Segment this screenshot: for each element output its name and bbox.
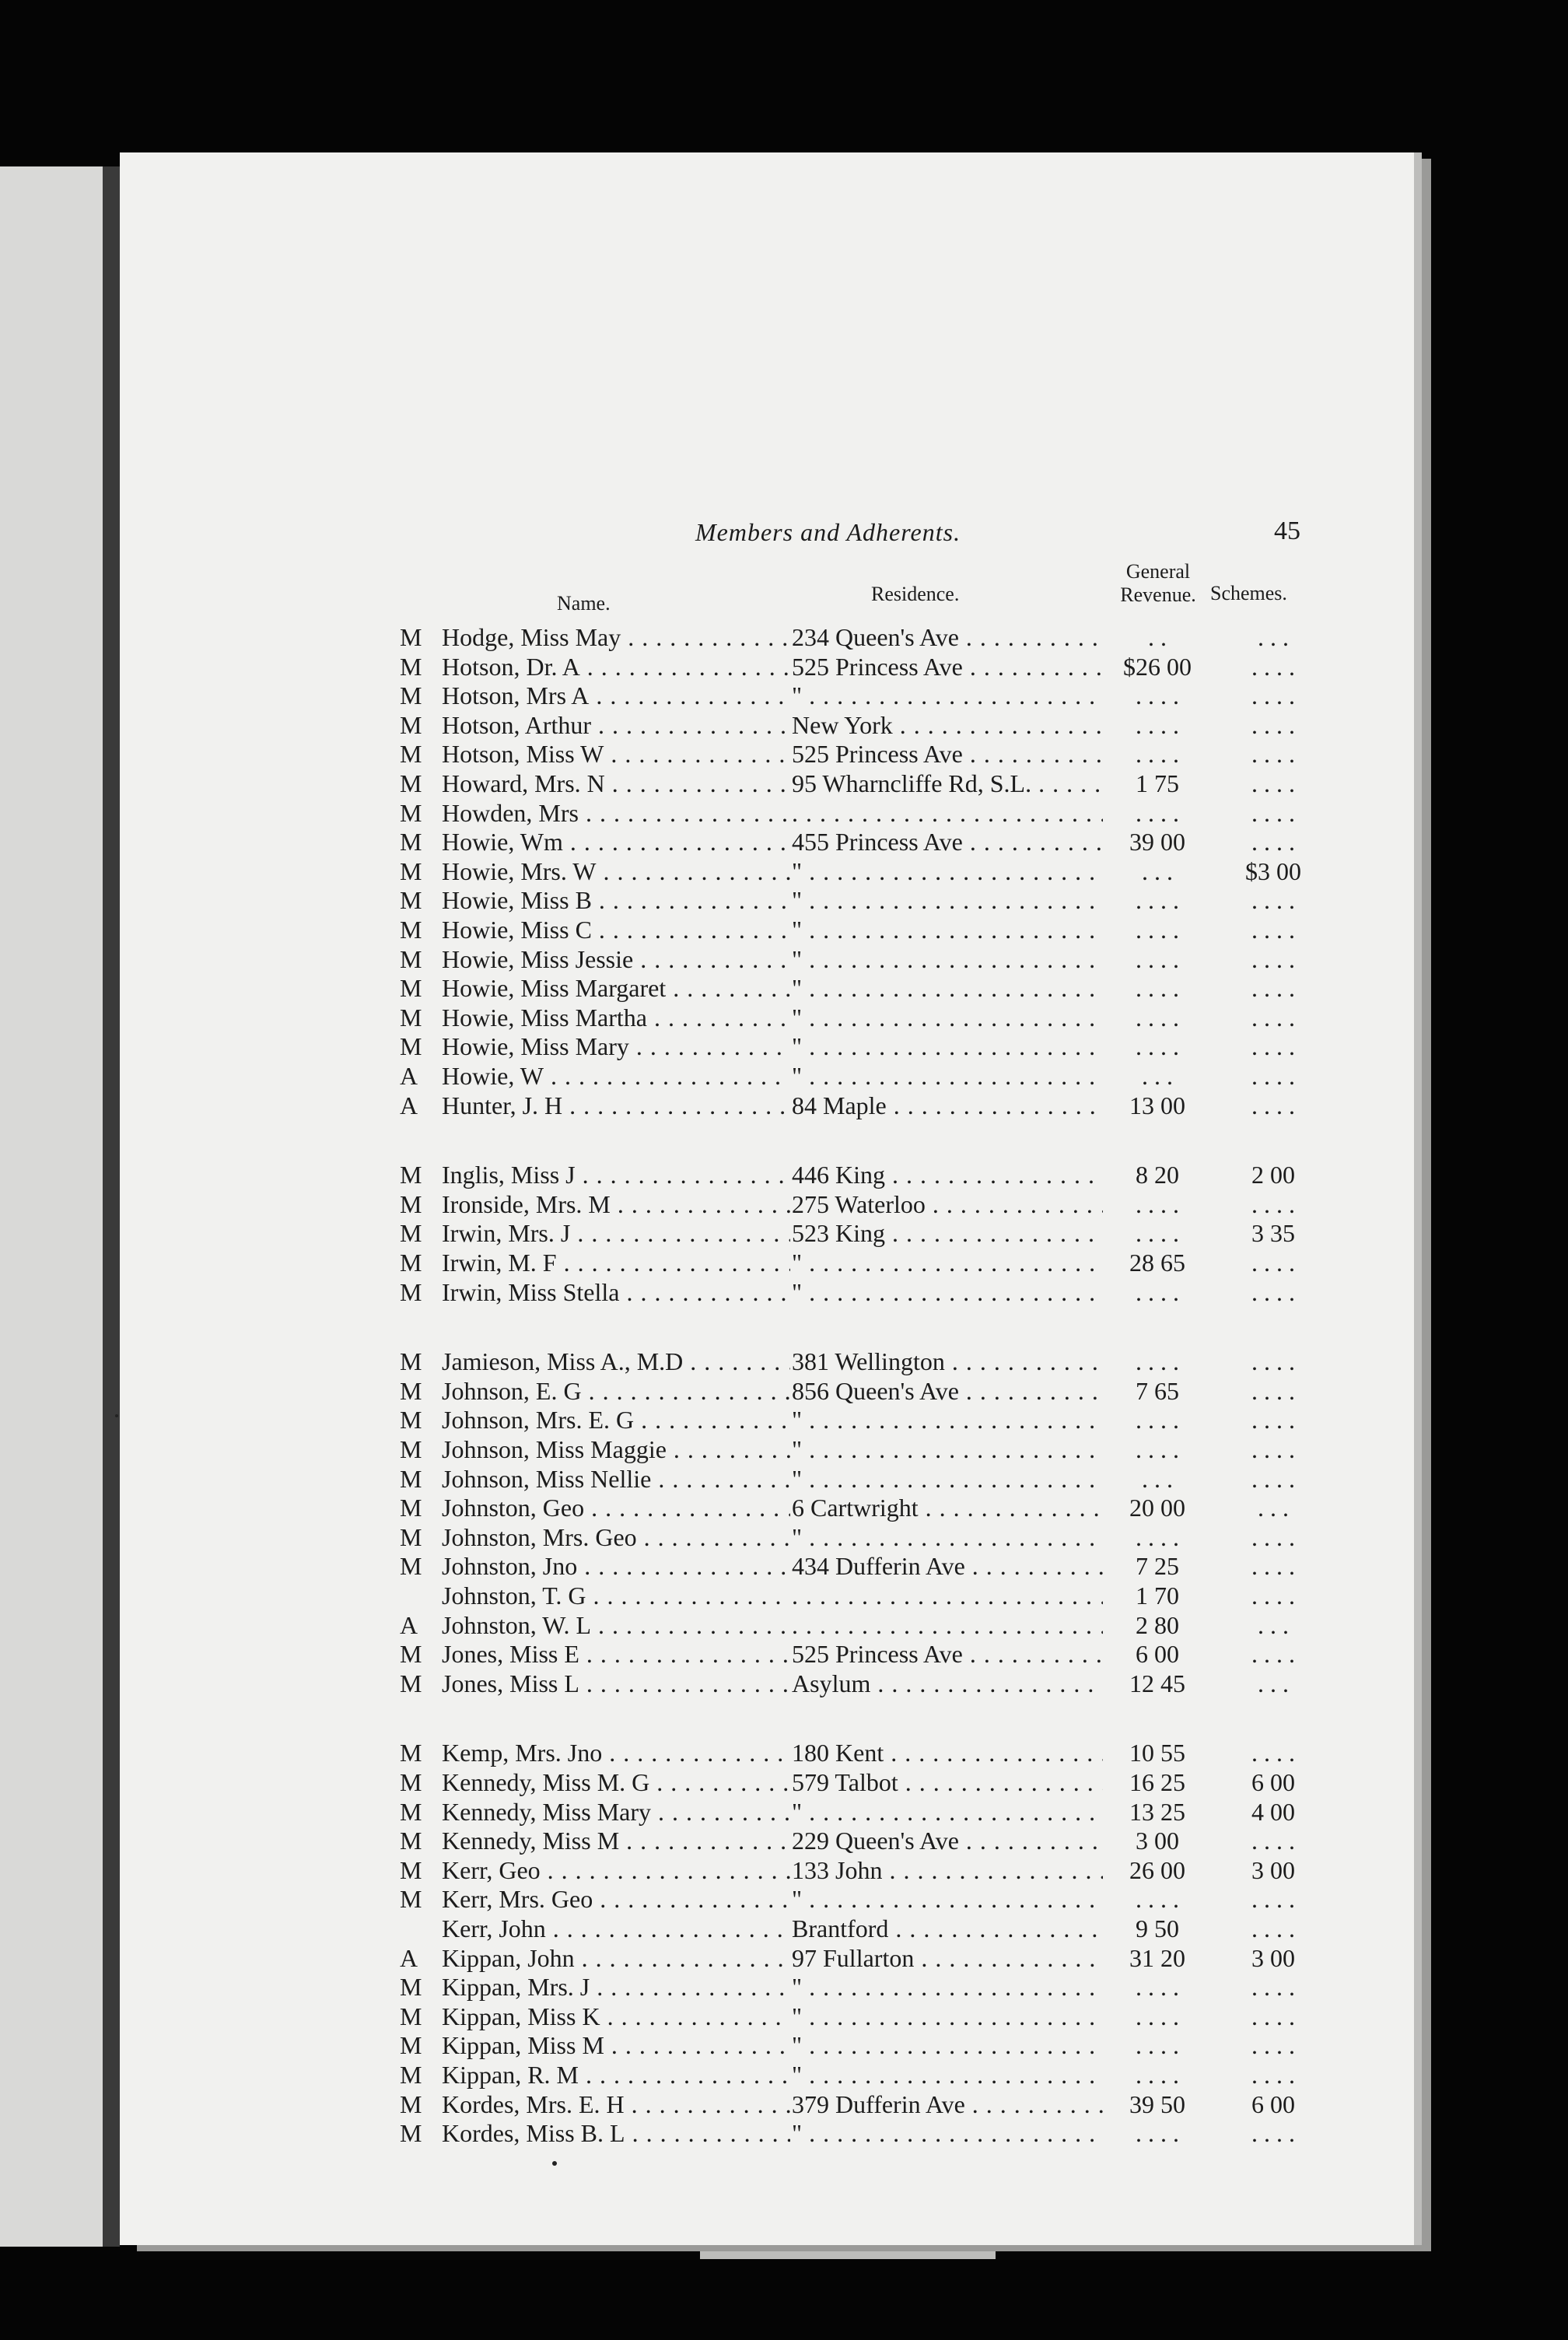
general-revenue-amount: . . . .	[1136, 1406, 1179, 1434]
membership-tag: M	[400, 1885, 422, 1914]
member-name: Johnson, Miss Nellie . . .	[442, 1464, 790, 1494]
schemes-amount: . . .	[1258, 1610, 1289, 1639]
schemes-amount: . . . .	[1251, 1885, 1295, 1914]
membership-tag: M	[400, 1855, 422, 1884]
general-revenue-amount: 1 75	[1136, 769, 1179, 797]
schemes-amount: . . . .	[1251, 1464, 1295, 1493]
member-residence: 856 Queen's Ave . . .	[792, 1376, 1103, 1406]
member-row	[120, 710, 1414, 740]
member-name: Kippan, Mrs. J . . .	[442, 1972, 790, 2002]
schemes-amount: . . . .	[1251, 1552, 1295, 1581]
schemes-amount: . . . .	[1251, 710, 1295, 739]
membership-tag: M	[400, 974, 422, 1003]
member-row	[120, 1003, 1414, 1032]
member-residence: " . . .	[792, 1248, 1103, 1277]
member-name: Ironside, Mrs. M . . .	[442, 1189, 790, 1219]
member-residence: 234 Queen's Ave . . .	[792, 622, 1103, 652]
book-page	[120, 152, 1414, 2245]
member-name: Kennedy, Miss Mary . . .	[442, 1797, 790, 1827]
membership-tag: M	[400, 1032, 422, 1061]
member-residence	[792, 1581, 1103, 1610]
membership-tag: M	[400, 740, 422, 769]
member-name: Kippan, R. M . . .	[442, 2060, 790, 2090]
membership-tag: M	[400, 2061, 422, 2089]
schemes-amount: . . . .	[1251, 681, 1295, 710]
member-name: Johnston, Jno . . .	[442, 1551, 790, 1581]
schemes-amount: . . . .	[1251, 1091, 1295, 1119]
general-revenue-amount: 39 00	[1129, 828, 1185, 856]
member-row	[120, 1032, 1414, 1061]
general-revenue-amount: . . . .	[1136, 1885, 1179, 1914]
member-residence: " . . .	[792, 915, 1103, 944]
general-revenue-amount: 8 20	[1136, 1161, 1179, 1189]
member-name: Hotson, Dr. A . . .	[442, 652, 790, 681]
membership-tag: M	[400, 681, 422, 710]
member-name: Johnston, W. L . . .	[442, 1610, 790, 1640]
membership-tag: M	[400, 856, 422, 885]
member-row	[120, 1797, 1414, 1827]
member-row	[120, 973, 1414, 1003]
member-row	[120, 1522, 1414, 1552]
membership-tag: M	[400, 2002, 422, 2030]
member-name: Johnston, T. G . . .	[442, 1581, 790, 1610]
schemes-amount: . . . .	[1251, 1522, 1295, 1551]
member-residence: " . . .	[792, 2030, 1103, 2060]
page-number: 45	[1274, 517, 1300, 545]
schemes-amount: . . . .	[1251, 1376, 1295, 1405]
member-residence: " . . .	[792, 856, 1103, 886]
general-revenue-amount: . . . .	[1136, 2002, 1179, 2030]
membership-tag: M	[400, 769, 422, 797]
member-row	[120, 1972, 1414, 2002]
member-residence: " . . .	[792, 944, 1103, 974]
member-name: Howie, Wm . . .	[442, 827, 790, 856]
member-residence: 381 Wellington . . .	[792, 1347, 1103, 1376]
member-name: Howie, Mrs. W . . .	[442, 856, 790, 886]
general-revenue-amount: . . . .	[1136, 681, 1179, 710]
member-residence: " . . .	[792, 1405, 1103, 1434]
member-row	[120, 944, 1414, 974]
member-residence: 455 Princess Ave . . .	[792, 827, 1103, 856]
member-residence: New York . . .	[792, 710, 1103, 740]
member-residence: 133 John . . .	[792, 1855, 1103, 1885]
member-name: Johnston, Mrs. Geo . . .	[442, 1522, 790, 1552]
member-residence: " . . .	[792, 1061, 1103, 1091]
member-row	[120, 739, 1414, 769]
member-row	[120, 1943, 1414, 1973]
member-name: Kippan, Miss K . . .	[442, 2002, 790, 2031]
schemes-amount: 4 00	[1251, 1797, 1295, 1826]
member-row	[120, 856, 1414, 886]
general-revenue-amount: . . . .	[1136, 710, 1179, 739]
member-residence: " . . .	[792, 1032, 1103, 1061]
general-revenue-amount: . . . .	[1136, 1189, 1179, 1218]
member-residence: 446 King . . .	[792, 1160, 1103, 1189]
general-revenue-amount: 12 45	[1129, 1669, 1185, 1697]
member-name: Irwin, Mrs. J . . .	[442, 1218, 790, 1248]
column-header-general-revenue: General Revenue.	[1120, 560, 1196, 606]
member-row	[120, 915, 1414, 944]
general-revenue-amount: . . . .	[1136, 1435, 1179, 1463]
member-residence: 97 Fullarton . . .	[792, 1943, 1103, 1973]
member-residence: " . . .	[792, 1434, 1103, 1464]
member-name: Howden, Mrs . . .	[442, 798, 790, 828]
general-revenue-amount: 13 25	[1129, 1797, 1185, 1826]
member-row	[120, 885, 1414, 915]
schemes-amount: . . . .	[1251, 1032, 1295, 1061]
general-revenue-amount: . . . .	[1136, 2061, 1179, 2089]
member-name: Hotson, Miss W . . .	[442, 739, 790, 769]
member-row	[120, 1581, 1414, 1610]
membership-tag: A	[400, 1091, 418, 1119]
member-residence: " . . .	[792, 2060, 1103, 2090]
member-residence: 525 Princess Ave . . .	[792, 652, 1103, 681]
schemes-amount: $3 00	[1245, 856, 1301, 885]
membership-tag: M	[400, 1552, 422, 1581]
member-residence: 523 King . . .	[792, 1218, 1103, 1248]
membership-tag: M	[400, 798, 422, 827]
member-residence: " . . .	[792, 2118, 1103, 2148]
membership-tag: M	[400, 916, 422, 944]
member-residence: 229 Queen's Ave . . .	[792, 1826, 1103, 1855]
general-revenue-amount: . . . .	[1136, 2031, 1179, 2060]
member-row	[120, 2060, 1414, 2090]
member-residence: " . . .	[792, 973, 1103, 1003]
member-row	[120, 827, 1414, 856]
member-name: Kerr, Geo . . .	[442, 1855, 790, 1885]
general-revenue-amount: . . . .	[1136, 916, 1179, 944]
schemes-amount: . . . .	[1251, 1189, 1295, 1218]
membership-tag: M	[400, 623, 422, 651]
schemes-amount: . . .	[1258, 1669, 1289, 1697]
member-row	[120, 1189, 1414, 1219]
member-name: Kemp, Mrs. Jno . . .	[442, 1738, 790, 1767]
general-revenue-amount: . . .	[1142, 1062, 1173, 1090]
member-name: Hunter, J. H . . .	[442, 1091, 790, 1120]
member-name: Jamieson, Miss A., M.D . . .	[442, 1347, 790, 1376]
member-name: Irwin, Miss Stella . . .	[442, 1277, 790, 1307]
schemes-amount: . . . .	[1251, 1640, 1295, 1669]
schemes-amount: . . . .	[1251, 974, 1295, 1003]
member-row	[120, 1160, 1414, 1189]
membership-tag: M	[400, 1249, 422, 1277]
running-title: Members and Adherents.	[695, 518, 961, 546]
member-row	[120, 2118, 1414, 2148]
general-revenue-amount: 20 00	[1129, 1494, 1185, 1522]
member-residence: 525 Princess Ave . . .	[792, 739, 1103, 769]
member-residence: Brantford . . .	[792, 1914, 1103, 1943]
general-revenue-amount: . . . .	[1136, 944, 1179, 973]
membership-tag: A	[400, 1062, 418, 1090]
member-name: Irwin, M. F . . .	[442, 1248, 790, 1277]
membership-tag: M	[400, 1640, 422, 1669]
member-residence	[792, 798, 1103, 828]
book-gutter	[103, 166, 120, 2247]
member-residence: 6 Cartwright . . .	[792, 1493, 1103, 1522]
membership-tag: M	[400, 1406, 422, 1434]
membership-tag: M	[400, 1161, 422, 1189]
member-residence: " . . .	[792, 1797, 1103, 1827]
member-row	[120, 681, 1414, 710]
schemes-amount: 2 00	[1251, 1161, 1295, 1189]
member-row	[120, 1884, 1414, 1914]
member-residence: 275 Waterloo . . .	[792, 1189, 1103, 1219]
column-header-residence: Residence.	[871, 583, 960, 605]
membership-tag: M	[400, 1669, 422, 1697]
membership-tag: M	[400, 710, 422, 739]
membership-tag: M	[400, 1494, 422, 1522]
schemes-amount: . . . .	[1251, 1347, 1295, 1376]
member-row	[120, 1091, 1414, 1120]
member-row	[120, 2090, 1414, 2119]
schemes-amount: 3 00	[1251, 1855, 1295, 1884]
member-name: Johnson, Mrs. E. G . . .	[442, 1405, 790, 1434]
schemes-amount: . . . .	[1251, 1582, 1295, 1610]
member-name: Kerr, John . . .	[442, 1914, 790, 1943]
member-row	[120, 2030, 1414, 2060]
member-name: Jones, Miss E . . .	[442, 1639, 790, 1669]
member-name: Johnston, Geo . . .	[442, 1493, 790, 1522]
member-row	[120, 1669, 1414, 1698]
member-row	[120, 1347, 1414, 1376]
member-residence: " . . .	[792, 1884, 1103, 1914]
column-header-name: Name.	[557, 592, 611, 615]
general-revenue-amount: 31 20	[1129, 1943, 1185, 1972]
member-name: Hotson, Arthur . . .	[442, 710, 790, 740]
member-name: Howie, Miss Martha . . .	[442, 1003, 790, 1032]
member-row	[120, 1061, 1414, 1091]
member-name: Kennedy, Miss M. G . . .	[442, 1767, 790, 1797]
schemes-amount: . . . .	[1251, 798, 1295, 827]
member-residence: 180 Kent . . .	[792, 1738, 1103, 1767]
member-row	[120, 622, 1414, 652]
member-row	[120, 1914, 1414, 1943]
member-name: Hotson, Mrs A . . .	[442, 681, 790, 710]
member-name: Howie, Miss B . . .	[442, 885, 790, 915]
member-residence: 525 Princess Ave . . .	[792, 1639, 1103, 1669]
schemes-amount: . . . .	[1251, 769, 1295, 797]
membership-tag: M	[400, 1277, 422, 1306]
member-row	[120, 2002, 1414, 2031]
general-revenue-amount: . . . .	[1136, 1219, 1179, 1248]
member-name: Howie, Miss C . . .	[442, 915, 790, 944]
general-revenue-amount: . . . .	[1136, 974, 1179, 1003]
member-name: Howard, Mrs. N . . .	[442, 769, 790, 798]
member-row	[120, 1639, 1414, 1669]
general-revenue-amount: . . . .	[1136, 1003, 1179, 1032]
member-residence: 579 Talbot . . .	[792, 1767, 1103, 1797]
membership-tag: M	[400, 1827, 422, 1855]
general-revenue-amount: 1 70	[1136, 1582, 1179, 1610]
member-residence: " . . .	[792, 2002, 1103, 2031]
general-revenue-amount: . . . .	[1136, 740, 1179, 769]
member-residence: " . . .	[792, 1003, 1103, 1032]
member-row	[120, 652, 1414, 681]
page-edge-shadow	[1414, 159, 1430, 2237]
general-revenue-amount: 2 80	[1136, 1610, 1179, 1639]
member-residence: " . . .	[792, 1972, 1103, 2002]
member-row	[120, 1767, 1414, 1797]
member-residence: 95 Wharncliffe Rd, S.L. . . .	[792, 769, 1103, 798]
membership-tag: M	[400, 1189, 422, 1218]
schemes-amount: . . .	[1258, 623, 1289, 651]
member-name: Kordes, Miss B. L . . .	[442, 2118, 790, 2148]
member-row	[120, 1248, 1414, 1277]
schemes-amount: . . . .	[1251, 2031, 1295, 2060]
membership-tag: M	[400, 1376, 422, 1405]
member-row	[120, 1405, 1414, 1434]
member-row	[120, 1493, 1414, 1522]
general-revenue-amount: . . . .	[1136, 1032, 1179, 1061]
membership-tag: M	[400, 652, 422, 681]
schemes-amount: . . . .	[1251, 916, 1295, 944]
member-name: Inglis, Miss J . . .	[442, 1160, 790, 1189]
schemes-amount: . . . .	[1251, 1827, 1295, 1855]
membership-tag: M	[400, 1739, 422, 1767]
general-revenue-amount: 10 55	[1129, 1739, 1185, 1767]
general-revenue-amount: 3 00	[1136, 1827, 1179, 1855]
member-residence: 84 Maple . . .	[792, 1091, 1103, 1120]
membership-tag: M	[400, 944, 422, 973]
general-revenue-amount: . . . .	[1136, 1277, 1179, 1306]
member-residence: Asylum . . .	[792, 1669, 1103, 1698]
membership-tag: A	[400, 1943, 418, 1972]
schemes-amount: 6 00	[1251, 1768, 1295, 1796]
schemes-amount: . . . .	[1251, 1003, 1295, 1032]
column-header-schemes: Schemes.	[1210, 582, 1287, 604]
schemes-amount: . . . .	[1251, 1435, 1295, 1463]
member-row	[120, 1738, 1414, 1767]
membership-tag: M	[400, 1464, 422, 1493]
member-row	[120, 1376, 1414, 1406]
schemes-amount: . . . .	[1251, 828, 1295, 856]
member-name: Kennedy, Miss M . . .	[442, 1826, 790, 1855]
schemes-amount: 3 35	[1251, 1219, 1295, 1248]
schemes-amount: . . . .	[1251, 1277, 1295, 1306]
member-row	[120, 1855, 1414, 1885]
general-revenue-amount: . . . .	[1136, 1973, 1179, 2002]
membership-tag: M	[400, 2031, 422, 2060]
member-name: Kippan, Miss M . . .	[442, 2030, 790, 2060]
membership-tag: A	[400, 1610, 418, 1639]
member-name: Johnson, Miss Maggie . . .	[442, 1434, 790, 1464]
schemes-amount: 3 00	[1251, 1943, 1295, 1972]
member-name: Kerr, Mrs. Geo . . .	[442, 1884, 790, 1914]
print-speck	[552, 2161, 557, 2166]
member-residence: " . . .	[792, 1464, 1103, 1494]
membership-tag: M	[400, 2090, 422, 2118]
general-revenue-amount: . . . .	[1136, 886, 1179, 915]
member-residence: 379 Dufferin Ave . . .	[792, 2090, 1103, 2119]
general-revenue-amount: . . .	[1142, 856, 1173, 885]
schemes-amount: . . . .	[1251, 1739, 1295, 1767]
membership-tag: M	[400, 828, 422, 856]
member-row	[120, 1434, 1414, 1464]
member-name: Howie, W . . .	[442, 1061, 790, 1091]
membership-tag: M	[400, 1347, 422, 1376]
schemes-amount: . . . .	[1251, 886, 1295, 915]
schemes-amount: 6 00	[1251, 2090, 1295, 2118]
member-name: Howie, Miss Jessie . . .	[442, 944, 790, 974]
member-row	[120, 1277, 1414, 1307]
member-row	[120, 1610, 1414, 1640]
member-name: Kordes, Mrs. E. H . . .	[442, 2090, 790, 2119]
member-row	[120, 1218, 1414, 1248]
member-row	[120, 1551, 1414, 1581]
membership-tag: M	[400, 1522, 422, 1551]
general-revenue-amount: 7 25	[1136, 1552, 1179, 1581]
membership-tag: M	[400, 1219, 422, 1248]
schemes-amount: . . . .	[1251, 740, 1295, 769]
schemes-amount: . . . .	[1251, 2061, 1295, 2089]
member-residence: 434 Dufferin Ave . . .	[792, 1551, 1103, 1581]
membership-tag: M	[400, 1003, 422, 1032]
member-residence	[792, 1610, 1103, 1640]
general-revenue-amount: . . . .	[1136, 2119, 1179, 2148]
schemes-amount: . . . .	[1251, 944, 1295, 973]
member-name: Howie, Miss Mary . . .	[442, 1032, 790, 1061]
member-residence: " . . .	[792, 885, 1103, 915]
membership-tag: M	[400, 1768, 422, 1796]
general-revenue-amount: . . .	[1142, 1464, 1173, 1493]
print-speck	[115, 1414, 118, 1417]
membership-tag: M	[400, 1973, 422, 2002]
general-revenue-amount: 13 00	[1129, 1091, 1185, 1119]
member-name: Kippan, John . . .	[442, 1943, 790, 1973]
general-revenue-amount: . .	[1148, 623, 1167, 651]
schemes-amount: . . . .	[1251, 2002, 1295, 2030]
schemes-amount: . . . .	[1251, 1914, 1295, 1942]
general-revenue-amount: . . . .	[1136, 1522, 1179, 1551]
general-revenue-amount: 9 50	[1136, 1914, 1179, 1942]
general-revenue-amount: 26 00	[1129, 1855, 1185, 1884]
schemes-amount: . . . .	[1251, 1062, 1295, 1090]
general-revenue-amount: 39 50	[1129, 2090, 1185, 2118]
general-revenue-amount: 6 00	[1136, 1640, 1179, 1669]
general-revenue-amount: . . . .	[1136, 1347, 1179, 1376]
schemes-amount: . . . .	[1251, 652, 1295, 681]
schemes-amount: . . . .	[1251, 1249, 1295, 1277]
general-revenue-amount: 16 25	[1129, 1768, 1185, 1796]
member-name: Johnson, E. G . . .	[442, 1376, 790, 1406]
schemes-amount: . . .	[1258, 1494, 1289, 1522]
schemes-amount: . . . .	[1251, 1406, 1295, 1434]
member-row	[120, 1464, 1414, 1494]
member-name: Hodge, Miss May . . .	[442, 622, 790, 652]
general-revenue-amount: . . . .	[1136, 798, 1179, 827]
member-name: Jones, Miss L . . .	[442, 1669, 790, 1698]
member-row	[120, 769, 1414, 798]
membership-tag: M	[400, 1435, 422, 1463]
schemes-amount: . . . .	[1251, 1973, 1295, 2002]
facing-page-edge	[0, 166, 117, 2247]
membership-tag: M	[400, 1797, 422, 1826]
member-residence: " . . .	[792, 1277, 1103, 1307]
member-residence: " . . .	[792, 681, 1103, 710]
general-revenue-amount: 7 65	[1136, 1376, 1179, 1405]
member-row	[120, 1826, 1414, 1855]
membership-tag: M	[400, 886, 422, 915]
general-revenue-amount: 28 65	[1129, 1249, 1185, 1277]
schemes-amount: . . . .	[1251, 2119, 1295, 2148]
member-residence: " . . .	[792, 1522, 1103, 1552]
general-revenue-amount: $26 00	[1123, 652, 1192, 681]
member-name: Howie, Miss Margaret . . .	[442, 973, 790, 1003]
membership-tag: M	[400, 2119, 422, 2148]
member-row	[120, 798, 1414, 828]
